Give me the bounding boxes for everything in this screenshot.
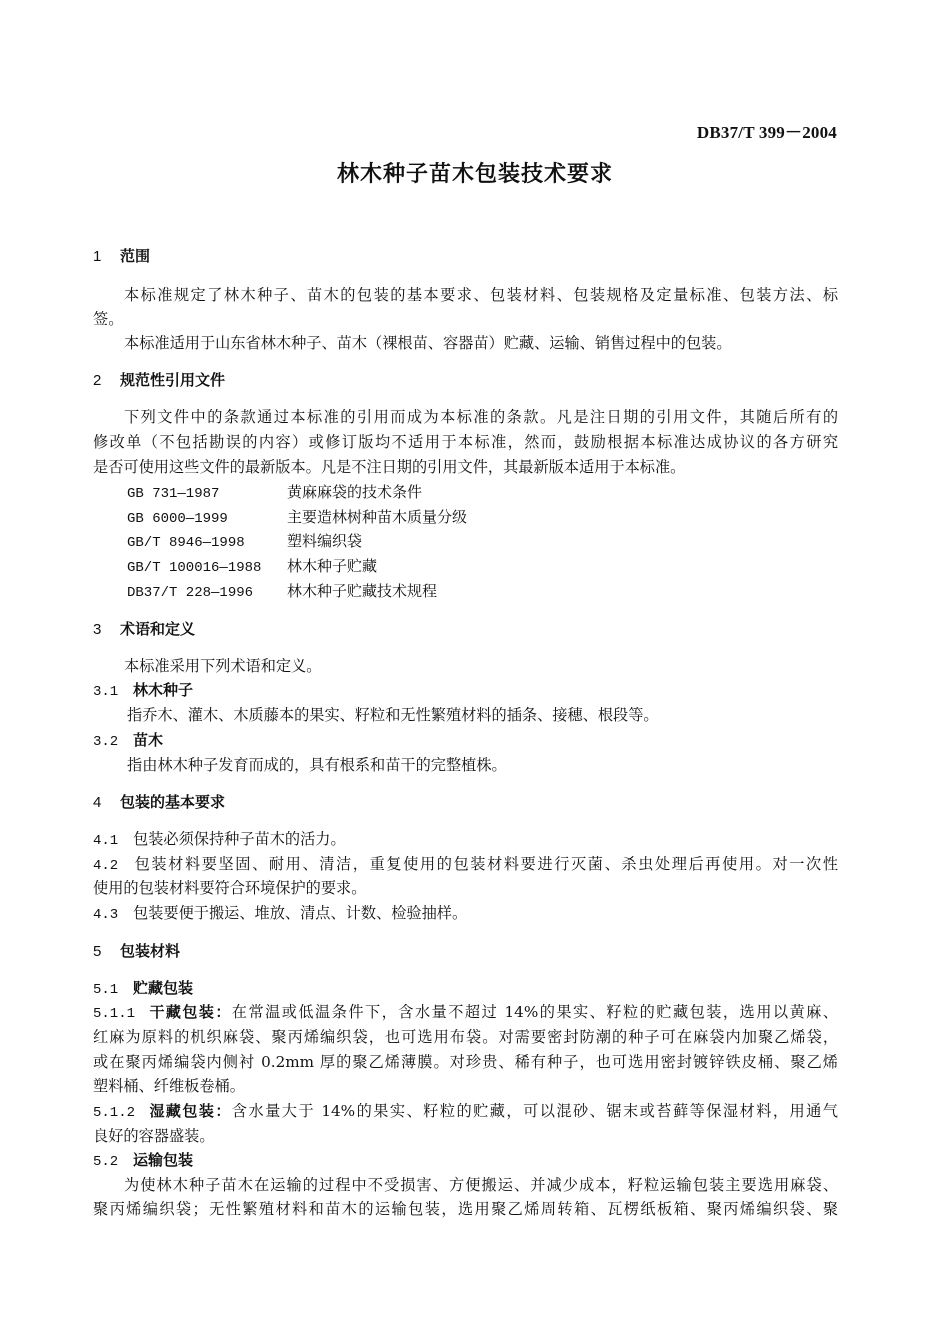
reference-name: 林木种子贮藏技术规程: [287, 582, 438, 600]
section-3-heading: [93, 619, 195, 640]
paragraph: 本标准采用下列术语和定义。: [124, 657, 322, 675]
reference-name: 主要造林树种苗木质量分级: [287, 508, 468, 526]
term-heading: [93, 680, 193, 702]
clause-title: 湿藏包装：: [148, 1102, 232, 1120]
section-5-heading: [93, 941, 180, 962]
reference-code: GB 6000—1999: [127, 511, 228, 527]
subsection-title: 运输包装: [133, 1151, 194, 1169]
term-definition: 指乔木、灌木、木质藤本的果实、籽粒和无性繁殖材料的插条、接穗、根段等。: [127, 706, 659, 724]
subsection-title: 贮藏包装: [133, 979, 194, 997]
reference-item: [127, 531, 362, 553]
clause-text: 含水量大于 14%的果实、籽粒的贮藏，可以混砂、锯末或苔藓等保湿材料，用通气: [231, 1102, 838, 1120]
clause-text: 包装要便于搬运、堆放、清点、计数、检验抽样。: [133, 904, 468, 922]
paragraph: 红麻为原料的机织麻袋、聚丙烯编织袋，也可选用布袋。对需要密封防潮的种子可在麻袋内加聚乙烯袋，: [93, 1028, 838, 1046]
section-number: 3: [93, 621, 102, 638]
subsection-number: 5.2: [93, 1154, 119, 1170]
section-title: 术语和定义: [120, 620, 196, 638]
term-number: 3.1: [93, 684, 119, 700]
reference-item: [127, 507, 467, 529]
clause-title: 干藏包装：: [148, 1003, 232, 1021]
clause-text: 包装必须保持种子苗木的活力。: [133, 830, 346, 848]
subsection-heading: [93, 1150, 193, 1172]
section-title: 规范性引用文件: [120, 371, 226, 389]
reference-code: GB/T 100016—1988: [127, 560, 262, 576]
clause: [93, 854, 838, 876]
page-title: 林木种子苗木包装技术要求: [336, 162, 613, 187]
term-title: 林木种子: [133, 681, 194, 699]
paragraph: 聚丙烯编织袋；无性繁殖材料和苗木的运输包装，选用聚乙烯周转箱、瓦楞纸板箱、聚丙烯编织袋、聚: [93, 1200, 838, 1218]
clause-number: 4.3: [93, 907, 119, 923]
section-title: 包装材料: [120, 942, 181, 960]
section-number: 5: [93, 943, 102, 960]
section-title: 包装的基本要求: [120, 793, 226, 811]
clause: [93, 903, 467, 925]
clause-text: 在常温或低温条件下，含水量不超过 14%的果实、籽粒的贮藏包装，选用以黄麻、: [231, 1003, 838, 1021]
subsection-heading: [93, 978, 193, 1000]
reference-item: [127, 556, 377, 578]
section-number: 4: [93, 794, 102, 811]
paragraph: 是否可使用这些文件的最新版本。凡是不注日期的引用文件，其最新版本适用于本标准。: [93, 458, 686, 476]
reference-code: GB/T 8946—1998: [127, 535, 245, 551]
clause: [93, 1002, 838, 1024]
clause-text: 包装材料要坚固、耐用、清洁，重复使用的包装材料要进行灭菌、杀虫处理后再使用。对一次性: [133, 855, 838, 873]
clause-number: 4.1: [93, 833, 119, 849]
reference-name: 林木种子贮藏: [287, 557, 378, 575]
clause-number: 4.2: [93, 858, 119, 874]
reference-item: [127, 581, 437, 603]
section-4-heading: [93, 792, 225, 813]
paragraph: 为使林木种子苗木在运输的过程中不受损害、方便搬运、并减少成本，籽粒运输包装主要选用麻袋、: [124, 1176, 838, 1194]
section-number: 1: [93, 248, 102, 265]
clause: [93, 1101, 838, 1123]
paragraph: 良好的容器盛装。: [93, 1127, 215, 1145]
section-title: 范围: [120, 247, 151, 265]
reference-name: 黄麻麻袋的技术条件: [287, 483, 423, 501]
paragraph: 本标准适用于山东省林木种子、苗木（裸根苗、容器苗）贮藏、运输、销售过程中的包装。: [124, 334, 732, 352]
section-2-heading: [93, 370, 225, 391]
reference-item: [127, 482, 422, 504]
standard-code: DB37/T 399－2004: [696, 123, 837, 142]
clause-number: 5.1.1: [93, 1006, 136, 1022]
section-number: 2: [93, 372, 102, 389]
term-heading: [93, 730, 163, 752]
term-definition: 指由林木种子发育而成的，具有根系和苗干的完整植株。: [127, 756, 507, 774]
paragraph: 下列文件中的条款通过本标准的引用而成为本标准的条款。凡是注日期的引用文件，其随后所有的: [124, 408, 838, 426]
paragraph: 本标准规定了林木种子、苗木的包装的基本要求、包装材料、包装规格及定量标准、包装方法、标: [124, 286, 838, 304]
reference-name: 塑料编织袋: [287, 532, 363, 550]
subsection-number: 5.1: [93, 982, 119, 998]
paragraph: 或在聚丙烯编袋内侧衬 0.2mm 厚的聚乙烯薄膜。对珍贵、稀有种子，也可选用密封镀锌铁皮桶、聚乙烯: [93, 1053, 838, 1071]
paragraph: 塑料桶、纤维板卷桶。: [93, 1077, 245, 1095]
clause-number: 5.1.2: [93, 1105, 136, 1121]
paragraph: 修改单（不包括勘误的内容）或修订版均不适用于本标准，然而，鼓励根据本标准达成协议的各方研究: [93, 433, 838, 451]
clause: [93, 829, 346, 851]
paragraph: 使用的包装材料要符合环境保护的要求。: [93, 879, 367, 897]
term-title: 苗木: [133, 731, 164, 749]
paragraph: 签。: [93, 310, 124, 328]
reference-code: DB37/T 228—1996: [127, 585, 254, 601]
reference-code: GB 731—1987: [127, 486, 220, 502]
term-number: 3.2: [93, 734, 119, 750]
section-1-heading: [93, 246, 150, 267]
